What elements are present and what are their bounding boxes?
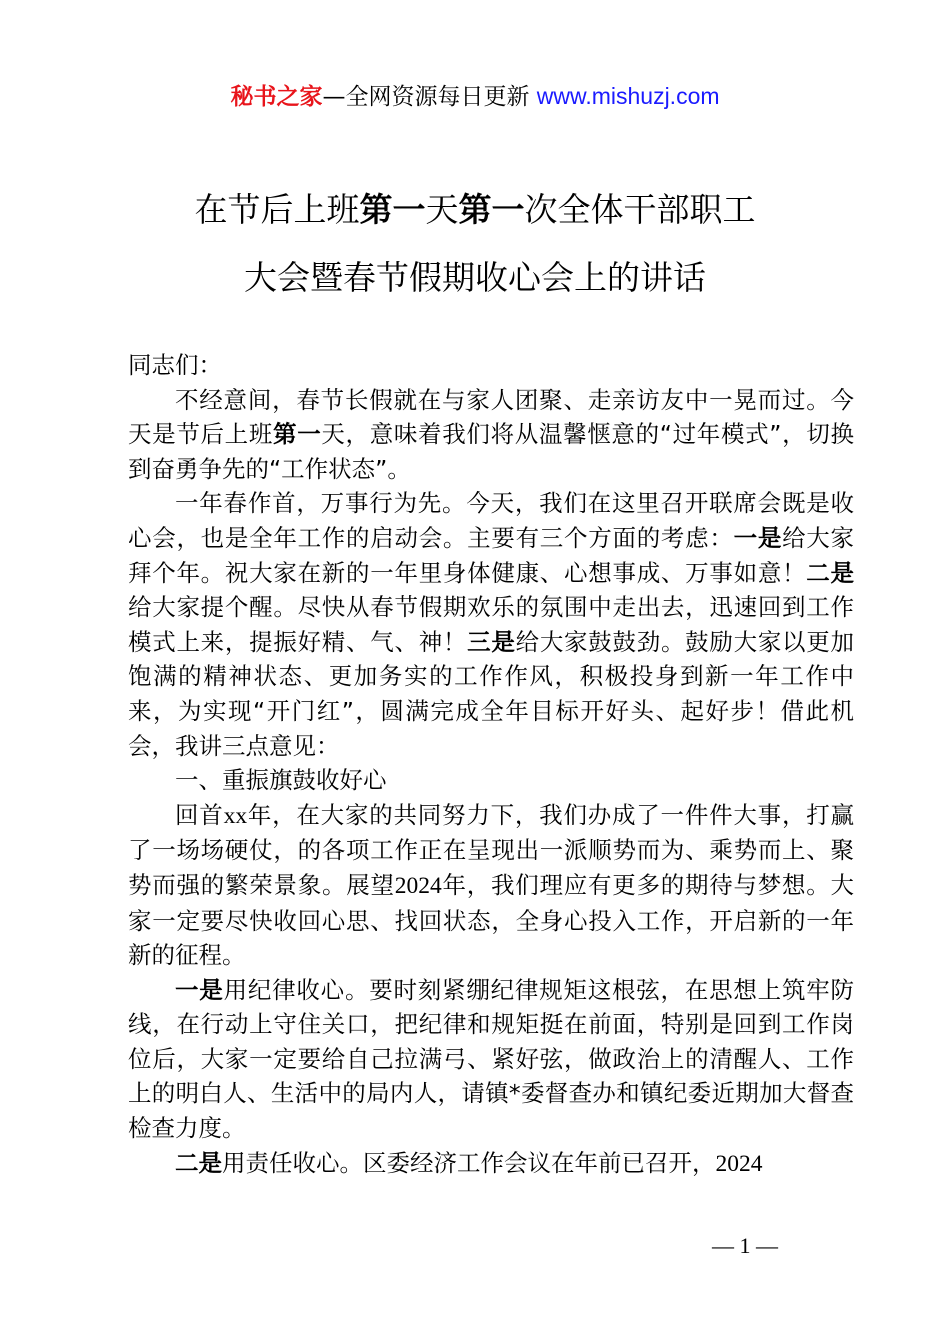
paragraph: 一是用纪律收心。要时刻紧绷纪律规矩这根弦，在思想上筑牢防线，在行动上守住关口，把纪律和规矩挺在前面，特别是回到工作岗位后，大家一定要给自己拉满弓、紧好弦，做政治上的清醒人、工作上的明白人、生活中的局内人，请镇*委督查办和镇纪委近期加大督查检查力度。 [128, 975, 855, 1143]
paragraph: 二是用责任收心。区委经济工作会议在年前已召开，2024 [175, 1148, 763, 1177]
site-url-link[interactable]: www.mishuzj.com [536, 83, 720, 109]
paragraph: 一年春作首，万事行为先。今天，我们在这里召开联席会既是收心会，也是全年工作的启动会。主要有三个方面的考虑：一是给大家拜个年。祝大家在新的一年里身体健康、心想事成、万事如意！二是给大家提个醒。尽快从春节假期欢乐的氛围中走出去，迅速回到工作模式上来，提振好精、气、神！三是给大家鼓鼓劲。鼓励大家以更加饱满的精神状态、更加务实的工作作风，积极投身到新一年工作中来，为实现“开门红”，圆满完成全年目标开好头、起好步！借此机会，我讲三点意见： [128, 489, 855, 760]
paragraph: 不经意间，春节长假就在与家人团聚、走亲访友中一晃而过。今天是节后上班第一天，意味着我们将从温馨惬意的“过年模式”，切换到奋勇争先的“工作状态”。 [128, 385, 854, 483]
page-title-line-1: 在节后上班第一天第一次全体干部职工 [194, 190, 756, 229]
paragraph: 回首xx年，在大家的共同努力下，我们办成了一件件大事，打赢了一场场硬仗，的各项工作正在呈现出一派顺势而为、乘势而上、聚势而强的繁荣景象。展望2024年，我们理应有更多的期待与梦想。大家一定要尽快收回心思、找回状态，全身心投入工作，开启新的一年新的征程。 [128, 800, 855, 970]
salutation: 同志们： [128, 351, 222, 379]
document-body [128, 348, 854, 1181]
page-number: — 1 — [712, 1233, 778, 1258]
brand-name: 秘书之家 [230, 84, 323, 110]
header-tagline: —全网资源每日更新 [322, 84, 530, 110]
section-heading: 一、重振旗鼓收好心 [175, 766, 387, 795]
site-header [0, 80, 950, 113]
page-title-line-2: 大会暨春节假期收心会上的讲话 [244, 258, 706, 297]
